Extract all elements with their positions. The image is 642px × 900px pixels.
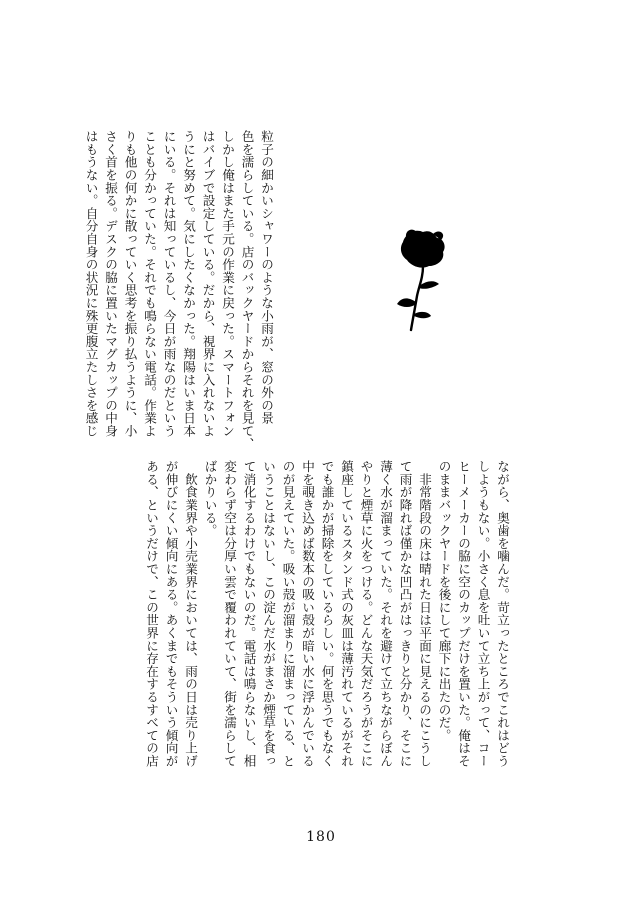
text-line: しようもない。小さく息を吐いて立ち上がって、コー [475, 460, 491, 768]
text-line: しかし俺はまた手元の作業に戻った。スマートフォン [220, 130, 235, 438]
text-line: 中を覗き込めば数本の吸い殻が暗い水に浮かんでいる [300, 460, 315, 768]
text-line: 変わらず空は分厚い雲で覆われていて、街を濡らして [222, 460, 237, 768]
text-line: 薄く水が溜まっていた。それを避けて立ちながらぼん [378, 460, 393, 768]
text-line: はバイブで設定している。だから、視界に入れないよ [200, 130, 216, 438]
text-line: ばかりいる。 [202, 460, 218, 537]
text-line: やりと煙草に火をつける。どんな天気だろうがそこに [358, 460, 374, 768]
page-number: 180 [306, 829, 336, 845]
text-line: 飲食業界や小売業界においては、雨の日は売り上げ [183, 460, 198, 768]
text-block-bottom [144, 460, 512, 796]
text-line: 非常階段の床は晴れた日は平面に見えるのにこうし [417, 460, 432, 768]
text-line: 粒子の細かいシャワーのような小雨が、窓の外の景 [259, 130, 274, 425]
text-line: ヒーメーカーの脇に空のカップだけを置いた。俺はそ [456, 460, 471, 768]
text-line: はもうない。自分自身の状況に殊更腹立たしさを感じ [83, 130, 99, 438]
text-line: いうことはないし、この淀んだ水がまさか煙草を食っ [261, 460, 276, 768]
text-line: ある、というだけで、この世界に存在するすべての店 [144, 460, 159, 768]
text-line: りも他の何かに散っていく思考を振り払うように、小 [122, 130, 138, 438]
text-line: て消化するわけでもないのだ。電話は鳴らないし、相 [241, 460, 257, 768]
text-line: 鎮座しているスタンド式の灰皿は薄汚れているがそれ [339, 460, 354, 768]
text-line: のが見えていた。吸い殻が溜まりに溜まっている、と [280, 460, 296, 768]
text-line: 色を濡らしている。店のバックヤードからそれを見て、 [239, 130, 255, 450]
rose-icon [393, 226, 453, 344]
text-line: でも誰かが掃除をしているらしい。何を思うでもなく [319, 460, 335, 768]
text-line: にいる。それは知っているし、今日が雨なのだという [161, 130, 177, 438]
text-line: て雨が降れば僅かな凹凸がはっきりと分かり、そこに [397, 460, 413, 768]
text-line: さく首を振る。デスクの脇に置いたマグカップの中身 [103, 130, 118, 438]
text-line: のままバックヤードを後にして廊下に出たのだ。 [436, 460, 452, 742]
text-line: ながら、奥歯を噛んだ。苛立ったところでこれはどう [495, 460, 510, 768]
text-line: うにと努めて。気にしたくなかった。翔陽はいま日本 [181, 130, 196, 438]
text-line: ことも分かっていた。それでも鳴らない電話。作業よ [142, 130, 157, 438]
text-line: が伸びにくい傾向にある。あくまでもそういう傾向が [163, 460, 179, 768]
text-block-top [83, 130, 276, 450]
